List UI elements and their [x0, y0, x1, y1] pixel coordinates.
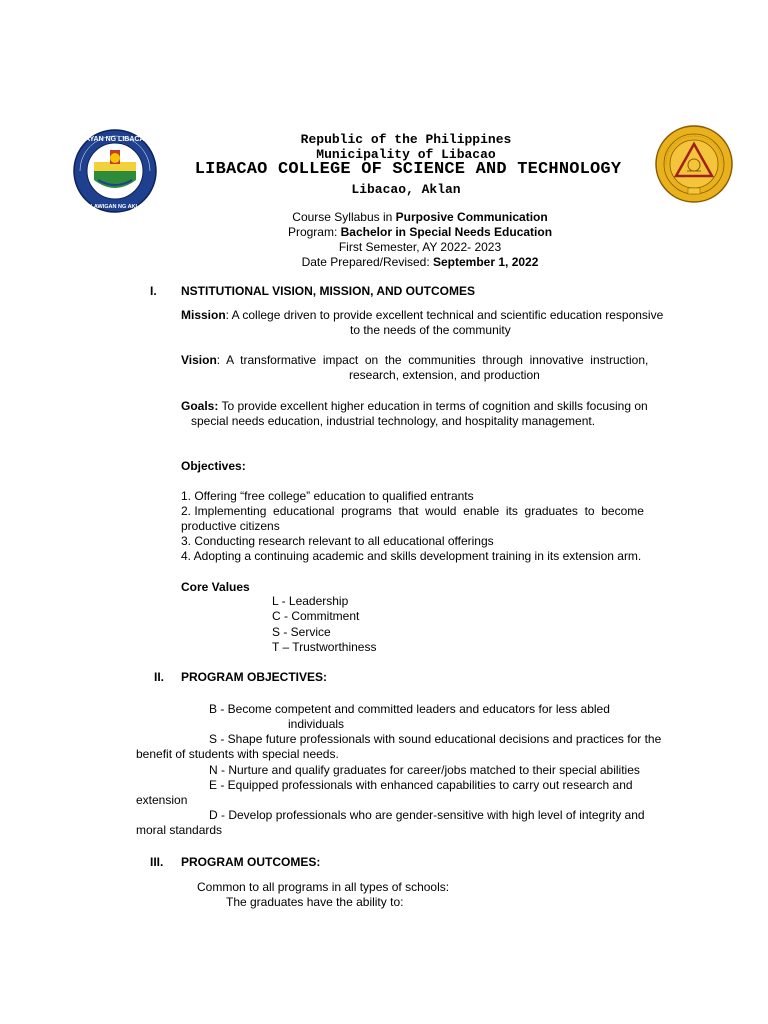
goals-paragraph — [181, 399, 678, 414]
vision-paragraph — [181, 353, 678, 368]
outcomes-line-1: Common to all programs in all types of schools: — [197, 880, 450, 894]
objective-2-cont: productive citizens — [181, 519, 280, 533]
outcomes-line-2: The graduates have the ability to: — [226, 895, 404, 909]
objective-b-1: B - Become competent and committed leaders and educators for less abled — [209, 702, 610, 716]
objective-3: 3. Conducting research relevant to all educational offerings — [181, 534, 494, 548]
core-value-s: S - Service — [272, 625, 331, 639]
program-label: Program: — [287, 225, 341, 239]
date-value: September 1, 2022 — [433, 255, 539, 269]
libacao-municipal-seal — [72, 128, 158, 214]
objective-e-1: E - Equipped professionals with enhanced capabilities to carry out research and — [209, 778, 633, 792]
semester-line: First Semester, AY 2022- 2023 — [338, 240, 502, 254]
section2-title: PROGRAM OBJECTIVES: — [181, 670, 328, 684]
objective-e-2: extension — [136, 793, 188, 807]
core-value-l: L - Leadership — [272, 594, 349, 608]
section3-title: PROGRAM OUTCOMES: — [181, 855, 321, 869]
course-line — [180, 210, 660, 225]
section1-title: NSTITUTIONAL VISION, MISSION, AND OUTCOMES — [181, 284, 476, 298]
objective-n-1: N - Nurture and qualify graduates for career/jobs matched to their special abilities — [209, 763, 640, 777]
objective-1: 1. Offering “free college” education to qualified entrants — [181, 489, 474, 503]
mission-paragraph — [181, 308, 678, 323]
republic-line: Republic of the Philippines — [300, 132, 512, 147]
seal-top-text: BAYAN NG LIBACAO — [80, 136, 150, 143]
vision-label: Vision — [181, 353, 217, 367]
college-name: LIBACAO COLLEGE OF SCIENCE AND TECHNOLOGY — [194, 160, 622, 179]
section3-number: III. — [150, 855, 164, 869]
vision-text-2: research, extension, and production — [349, 368, 540, 382]
objectives-label: Objectives: — [181, 459, 246, 473]
vision-text-1: : A transformative impact on the communities through innovative instruction, — [216, 353, 649, 367]
core-value-c: C - Commitment — [272, 609, 360, 623]
core-value-t: T – Trustworthiness — [272, 640, 377, 654]
goals-label: Goals: — [181, 399, 219, 413]
objective-d-2: moral standards — [136, 823, 223, 837]
location-line: Libacao, Aklan — [351, 182, 461, 197]
date-line — [180, 255, 660, 270]
core-values-label: Core Values — [181, 580, 250, 594]
municipality-line: Municipality of Libacao — [316, 147, 496, 162]
seal-bottom-text: LALAWIGAN NG AKLAN — [83, 204, 147, 210]
college-seal — [654, 124, 734, 204]
course-value: Purposive Communication — [395, 210, 548, 224]
mission-text-1: : A college driven to provide excellent technical and scientific education responsive — [225, 308, 664, 322]
mission-text-2: to the needs of the community — [350, 323, 511, 337]
goals-text-1: To provide excellent higher education in terms of cognition and skills focusing on — [218, 399, 648, 413]
objective-s-2: benefit of students with special needs. — [136, 747, 339, 761]
section2-number: II. — [154, 670, 165, 684]
program-value: Bachelor in Special Needs Education — [340, 225, 553, 239]
objective-s-1: S - Shape future professionals with sound educational decisions and practices for the — [209, 732, 662, 746]
objective-d-1: D - Develop professionals who are gender-sensitive with high level of integrity and — [209, 808, 645, 822]
objective-4: 4. Adopting a continuing academic and skills development training in its extension arm. — [181, 549, 642, 563]
objective-b-2: individuals — [288, 717, 345, 731]
objective-2: 2. Implementing educational programs that would enable its graduates to become — [181, 504, 644, 518]
course-label: Course Syllabus in — [292, 210, 396, 224]
program-line — [180, 225, 660, 240]
section1-number: I. — [150, 284, 157, 298]
mission-label: Mission — [181, 308, 226, 322]
date-label: Date Prepared/Revised: — [301, 255, 433, 269]
goals-text-2: special needs education, industrial technology, and hospitality management. — [191, 414, 596, 428]
